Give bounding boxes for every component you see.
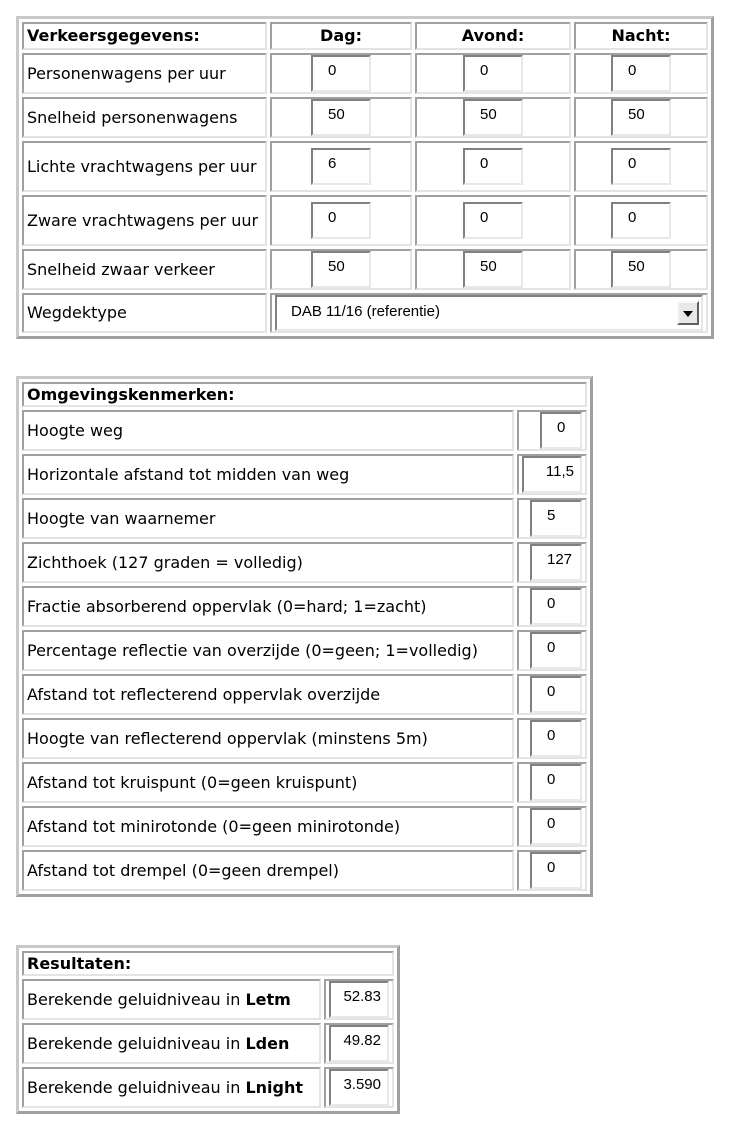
row-label-horizontal-distance: Horizontale afstand tot midden van weg: [22, 454, 514, 495]
road-surface-select[interactable]: [275, 295, 703, 331]
row-label-view-angle: Zichthoek (127 graden = volledig): [22, 542, 514, 583]
result-label-letm: [22, 979, 321, 1020]
row-label-road-height: Hoogte weg: [22, 410, 514, 451]
heavy-traffic-speed-night-input[interactable]: 50: [611, 251, 671, 288]
row-label-mini-roundabout-distance: Afstand tot minirotonde (0=geen minirotonde): [22, 806, 514, 847]
result-label-lden: [22, 1023, 321, 1064]
passenger-cars-per-hour-night-input[interactable]: 0: [611, 55, 671, 92]
traffic-header: Verkeersgegevens:: [22, 22, 267, 50]
result-lnight-output: 3.590: [329, 1069, 389, 1106]
row-label-passenger-cars-per-hour: Personenwagens per uur: [22, 53, 267, 94]
column-header-day: Dag:: [270, 22, 412, 50]
row-label-speed-bump-distance: Afstand tot drempel (0=geen drempel): [22, 850, 514, 891]
row-label-absorbing-fraction: Fractie absorberend oppervlak (0=hard; 1=zacht): [22, 586, 514, 627]
heavy-traffic-speed-day-input[interactable]: 50: [311, 251, 371, 288]
heavy-trucks-per-hour-night-input[interactable]: 0: [611, 202, 671, 239]
row-label-heavy-traffic-speed: Snelheid zwaar verkeer: [22, 249, 267, 290]
reflecting-surface-height-input[interactable]: 0: [530, 720, 582, 757]
column-header-night: Nacht:: [574, 22, 708, 50]
result-lden-output: 49.82: [329, 1025, 389, 1062]
row-label-reflecting-surface-height: Hoogte van reflecterend oppervlak (minstens 5m): [22, 718, 514, 759]
heavy-trucks-per-hour-evening-input[interactable]: 0: [463, 202, 523, 239]
passenger-car-speed-day-input[interactable]: 50: [311, 99, 371, 136]
light-trucks-per-hour-night-input[interactable]: 0: [611, 148, 671, 185]
view-angle-input[interactable]: 127: [530, 544, 582, 581]
result-label-prefix: Berekende geluidniveau in: [27, 989, 241, 1009]
result-label-lnight: [22, 1067, 321, 1108]
row-label-road-surface-type: Wegdektype: [22, 293, 267, 333]
intersection-distance-input[interactable]: 0: [530, 764, 582, 801]
speed-bump-distance-input[interactable]: 0: [530, 852, 582, 889]
light-trucks-per-hour-evening-input[interactable]: 0: [463, 148, 523, 185]
row-label-observer-height: Hoogte van waarnemer: [22, 498, 514, 539]
observer-height-input[interactable]: 5: [530, 500, 582, 537]
passenger-car-speed-evening-input[interactable]: 50: [463, 99, 523, 136]
mini-roundabout-distance-input[interactable]: 0: [530, 808, 582, 845]
passenger-cars-per-hour-day-input[interactable]: 0: [311, 55, 371, 92]
absorbing-fraction-input[interactable]: 0: [530, 588, 582, 625]
row-label-reflection-percentage: Percentage reflectie van overzijde (0=geen; 1=volledig): [22, 630, 514, 671]
row-label-reflecting-surface-distance: Afstand tot reflecterend oppervlak overzijde: [22, 674, 514, 715]
environment-table: [16, 376, 593, 897]
result-label-prefix: Berekende geluidniveau in: [27, 1033, 241, 1053]
reflection-percentage-input[interactable]: 0: [530, 632, 582, 669]
heavy-trucks-per-hour-day-input[interactable]: 0: [311, 202, 371, 239]
traffic-table: [16, 16, 714, 339]
dropdown-arrow-icon[interactable]: [677, 301, 699, 325]
column-header-evening: Avond:: [415, 22, 571, 50]
results-table: [16, 945, 400, 1114]
result-unit-lden: Lden: [245, 1033, 290, 1053]
row-label-passenger-car-speed: Snelheid personenwagens: [22, 97, 267, 138]
reflecting-surface-distance-input[interactable]: 0: [530, 676, 582, 713]
row-label-light-trucks-per-hour: Lichte vrachtwagens per uur: [22, 141, 267, 192]
passenger-car-speed-night-input[interactable]: 50: [611, 99, 671, 136]
heavy-traffic-speed-evening-input[interactable]: 50: [463, 251, 523, 288]
result-label-prefix: Berekende geluidniveau in: [27, 1077, 241, 1097]
row-label-heavy-trucks-per-hour: Zware vrachtwagens per uur: [22, 195, 267, 246]
light-trucks-per-hour-day-input[interactable]: 6: [311, 148, 371, 185]
row-label-intersection-distance: Afstand tot kruispunt (0=geen kruispunt): [22, 762, 514, 803]
environment-header: Omgevingskenmerken:: [22, 382, 587, 407]
road-surface-selected-value: DAB 11/16 (referentie): [291, 303, 440, 320]
passenger-cars-per-hour-evening-input[interactable]: 0: [463, 55, 523, 92]
result-unit-lnight: Lnight: [245, 1077, 304, 1097]
results-header: Resultaten:: [22, 951, 394, 976]
horizontal-distance-input[interactable]: 11,5: [522, 456, 582, 493]
result-unit-letm: Letm: [245, 989, 291, 1009]
result-letm-output: 52.83: [329, 981, 389, 1018]
road-height-input[interactable]: 0: [540, 412, 582, 449]
